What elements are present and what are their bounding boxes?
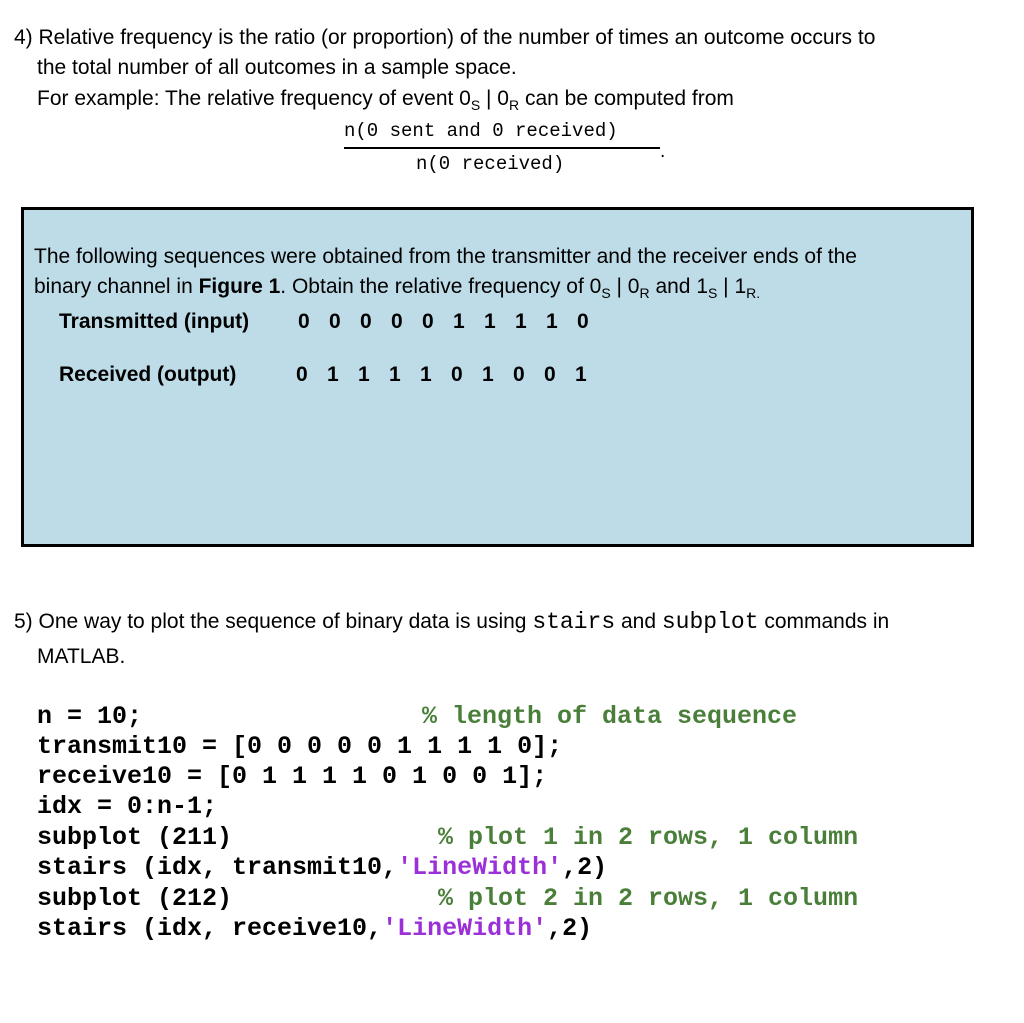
received-label: Received (output) — [59, 363, 237, 386]
code-line-1: n = 10; — [37, 702, 143, 731]
transmitted-bits — [298, 310, 608, 334]
box-line-2 — [34, 272, 760, 302]
q4-line-2: the total number of all outcomes in a sample space. — [37, 56, 517, 79]
bit: 0 — [577, 310, 589, 333]
bit: 0 — [513, 363, 525, 386]
code-line-7: subplot (212) — [37, 884, 233, 913]
q5-cmd-stairs: stairs — [532, 609, 616, 635]
q5-post: commands in — [758, 610, 890, 633]
transmitted-label: Transmitted (input) — [59, 310, 250, 333]
box-line-2-mid: . Obtain the relative frequency of 0 — [280, 275, 602, 298]
q4-line-3 — [37, 84, 734, 114]
q4-sub-s: S — [470, 97, 481, 113]
fraction-period: . — [660, 141, 666, 162]
bit: 1 — [482, 363, 494, 386]
q4-line-3-post: can be computed from — [519, 87, 734, 110]
exercise-box — [21, 207, 974, 547]
code-line-6-post: ,2) — [562, 853, 608, 882]
code-comment-5: % plot 1 in 2 rows, 1 column — [438, 823, 859, 852]
code-string-linewidth: 'LineWidth' — [382, 914, 548, 943]
code-line-4: idx = 0:n-1; — [37, 792, 218, 821]
bit: 0 — [451, 363, 463, 386]
code-line-6-pre: stairs (idx, transmit10, — [37, 853, 398, 882]
q5-line-1 — [14, 607, 889, 637]
fraction-numerator: n(0 sent and 0 received) — [344, 120, 618, 142]
box-bar-2: | 1 — [717, 275, 747, 298]
bit: 1 — [515, 310, 527, 333]
q4-sub-r: R — [509, 97, 520, 113]
box-and: and 1 — [649, 275, 708, 298]
bit: 0 — [422, 310, 434, 333]
q5-cmd-subplot: subplot — [661, 609, 759, 635]
bit: 0 — [391, 310, 403, 333]
code-line-8-pre: stairs (idx, receive10, — [37, 914, 383, 943]
q5-line-2: MATLAB. — [37, 645, 126, 668]
box-sub-r2: R. — [746, 285, 761, 301]
q5-pre: 5) One way to plot the sequence of binary data is using — [14, 610, 533, 633]
bit: 0 — [329, 310, 341, 333]
bit: 1 — [327, 363, 339, 386]
bit: 0 — [298, 310, 310, 333]
figure-reference: Figure 1 — [198, 275, 281, 298]
bit: 1 — [546, 310, 558, 333]
box-bar-1: | 0 — [610, 275, 640, 298]
code-string-linewidth: 'LineWidth' — [397, 853, 563, 882]
fraction-bar — [344, 147, 660, 149]
bit: 1 — [453, 310, 465, 333]
code-line-5: subplot (211) — [37, 823, 233, 852]
box-line-2-pre: binary channel in — [34, 275, 199, 298]
bit: 1 — [484, 310, 496, 333]
bit: 1 — [358, 363, 370, 386]
code-line-2: transmit10 = [0 0 0 0 0 1 1 1 1 0]; — [37, 732, 563, 761]
bit: 1 — [575, 363, 587, 386]
code-line-6 — [37, 853, 607, 883]
code-comment-1: % length of data sequence — [422, 702, 798, 731]
bit: 1 — [389, 363, 401, 386]
code-comment-7: % plot 2 in 2 rows, 1 column — [438, 884, 859, 913]
bit: 1 — [420, 363, 432, 386]
bit: 0 — [360, 310, 372, 333]
bit: 0 — [544, 363, 556, 386]
box-sub-s2: S — [708, 285, 718, 301]
bit: 0 — [296, 363, 308, 386]
code-line-8 — [37, 914, 592, 944]
q4-line-3-pre: For example: The relative frequency of event 0 — [37, 87, 471, 110]
received-bits — [296, 363, 606, 387]
box-sub-r: R — [639, 285, 650, 301]
code-line-3: receive10 = [0 1 1 1 1 0 1 0 0 1]; — [37, 762, 548, 791]
box-line-1: The following sequences were obtained from the transmitter and the receiver ends of the — [34, 245, 857, 268]
code-line-8-post: ,2) — [547, 914, 593, 943]
fraction-denominator: n(0 received) — [416, 153, 565, 175]
q4-bar: | 0 — [480, 87, 509, 110]
box-sub-s: S — [601, 285, 611, 301]
q5-mid: and — [615, 610, 662, 633]
q4-line-1: 4) Relative frequency is the ratio (or proportion) of the number of times an outcome occurs to — [14, 26, 876, 49]
